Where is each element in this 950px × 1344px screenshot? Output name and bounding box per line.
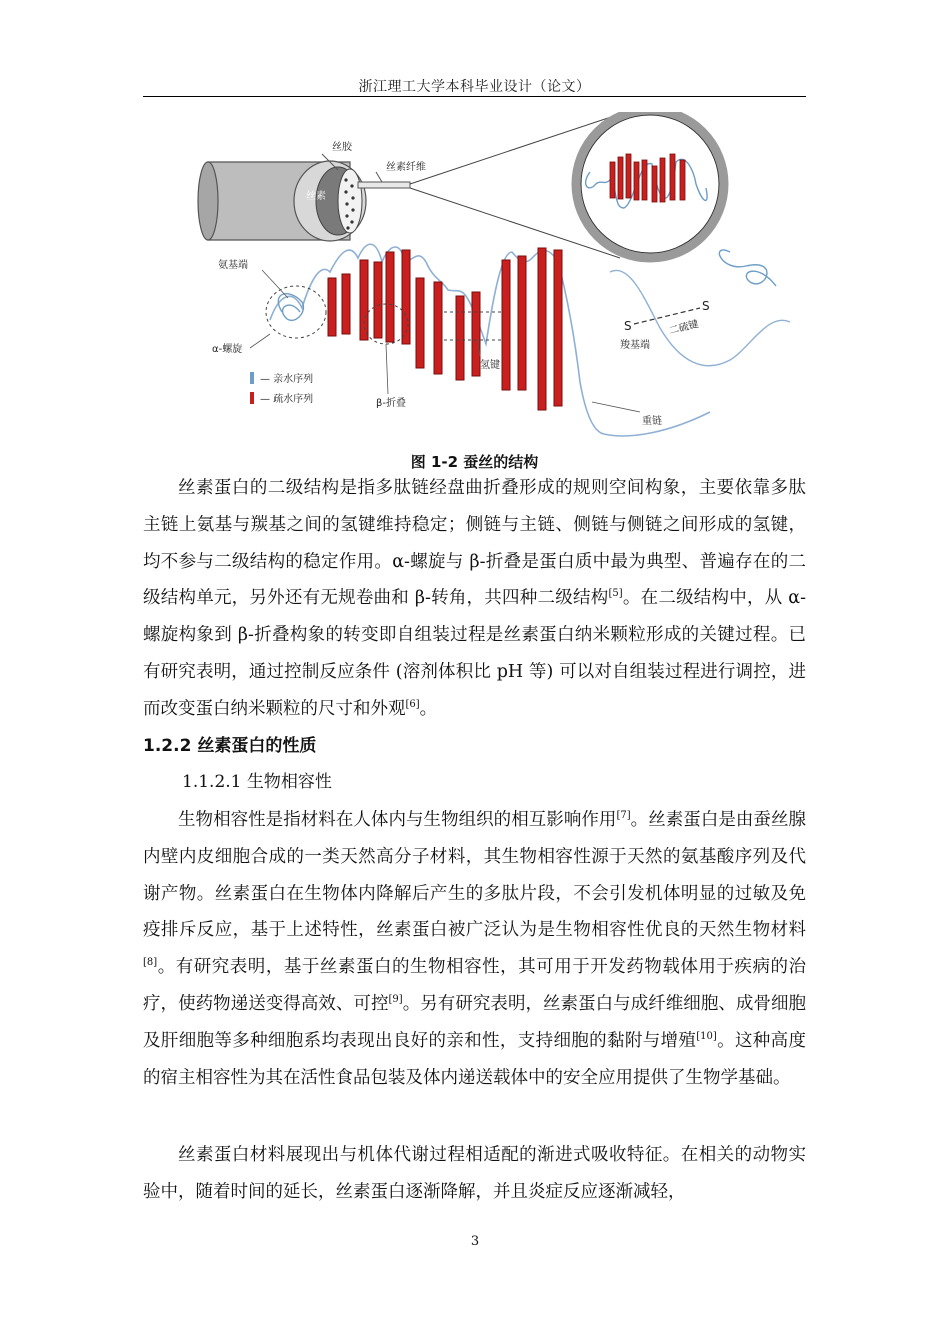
para3-text: 丝素蛋白材料展现出与机体代谢过程相适配的渐进式吸收特征。在相关的动物实验中，随着时间的延长，丝素蛋白逐渐降解，并且炎症反应逐渐减轻， — [143, 1145, 806, 1202]
fiber-cylinder — [198, 161, 410, 241]
section-heading-properties: 1.2.2 丝素蛋白的性质 — [143, 736, 317, 756]
label-disulfide-bond: 二硫键 — [668, 318, 700, 337]
paragraph-absorption — [143, 1137, 806, 1211]
label-alpha-helix: α-螺旋 — [212, 344, 243, 355]
legend-hydrophilic-swatch — [250, 372, 254, 384]
para2-text-1: 生物相容性是指材料在人体内与生物组织的相互影响作用 — [178, 810, 617, 830]
label-amino-end: 氨基端 — [218, 260, 248, 271]
silk-structure-figure — [190, 112, 790, 442]
citation-6[interactable]: [6] — [405, 698, 420, 710]
subsection-heading-biocompatibility: 1.1.2.1 生物相容性 — [182, 772, 332, 792]
label-s-right: S — [702, 299, 710, 313]
citation-9[interactable]: [9] — [388, 994, 403, 1006]
legend-hydrophilic: — 亲水序列 — [260, 374, 314, 385]
label-sericin: 丝胶 — [332, 142, 352, 153]
legend-hydrophobic-swatch — [250, 392, 254, 404]
label-s-left: S — [624, 319, 632, 333]
beta-sheet-bars — [328, 248, 562, 410]
legend-hydrophobic: — 疏水序列 — [260, 394, 314, 405]
running-header: 浙江理工大学本科毕业设计（论文） — [358, 79, 591, 95]
para1-text-b: 。在二级结构中，从 α-螺旋构象到 β-折叠构象的转变即自组装过程是丝素蛋白纳米颗粒形成的关键过程。已有研究表明，通过控制反应条件 (溶剂体积比 pH 等) 可以对自组装过程进行调控，进而改变蛋白纳米颗粒的尺寸和外观 — [143, 588, 807, 719]
figure-caption: 图 1-2 蚕丝的结构 — [410, 453, 539, 471]
para2-text-5: 。这种高度的宿主相容性为其在活性食品包装及体内递送载体中的安全应用提供了生物学基础。 — [143, 1030, 806, 1088]
page-number: 3 — [470, 1234, 480, 1249]
citation-5[interactable]: [5] — [608, 588, 623, 600]
citation-7[interactable]: [7] — [616, 810, 631, 822]
para2-text-4: 。另有研究表明，丝素蛋白与成纤维细胞、成骨细胞及肝细胞等多种细胞系均表现出良好的亲和性，支持细胞的黏附与增殖 — [143, 993, 807, 1051]
paragraph-biocompatibility — [143, 802, 806, 1096]
header-rule — [143, 96, 806, 97]
magnified-view — [576, 112, 724, 258]
citation-10[interactable]: [10] — [696, 1030, 717, 1042]
figure-legend — [250, 372, 313, 405]
label-carboxyl-end: 羧基端 — [620, 340, 650, 351]
label-fibroin-fiber: 丝素纤维 — [386, 162, 426, 173]
para1-text-a: 丝素蛋白的二级结构是指多肽链经盘曲折叠形成的规则空间构象，主要依靠多肽主链上氨基与羰基之间的氢键维持稳定；侧链与主链、侧链与侧链之间形成的氢键，均不参与二级结构的稳定作用。α-螺旋与 β-折叠是蛋白质中最为典型、普遍存在的二级结构单元，另外还有无规卷曲和 β-转角，共四种二级结构 — [143, 478, 806, 609]
para2-text-2: 。丝素蛋白是由蚕丝腺内壁内皮细胞合成的一类天然高分子材料，其生物相容性源于天然的氨基酸序列及代谢产物。丝素蛋白在生物体内降解后产生的多肽片段，不会引发机体明显的过敏及免疫排斥反应，基于上述特性，丝素蛋白被广泛认为是生物相容性优良的天然生物材料 — [143, 810, 807, 941]
label-heavy-chain: 重链 — [642, 416, 662, 427]
label-beta-sheet: β-折叠 — [376, 398, 406, 409]
citation-8[interactable]: [8] — [143, 957, 158, 969]
label-hydrogen-bond: 氢键 — [480, 360, 500, 371]
paragraph-secondary-structure — [143, 470, 806, 728]
label-fibroin: 丝素 — [306, 191, 326, 202]
para1-text-c: 。 — [419, 698, 438, 719]
para2-text-3: 。有研究表明，基于丝素蛋白的生物相容性，其可用于开发药物载体用于疾病的治疗，使药物递送变得高效、可控 — [143, 957, 806, 1014]
